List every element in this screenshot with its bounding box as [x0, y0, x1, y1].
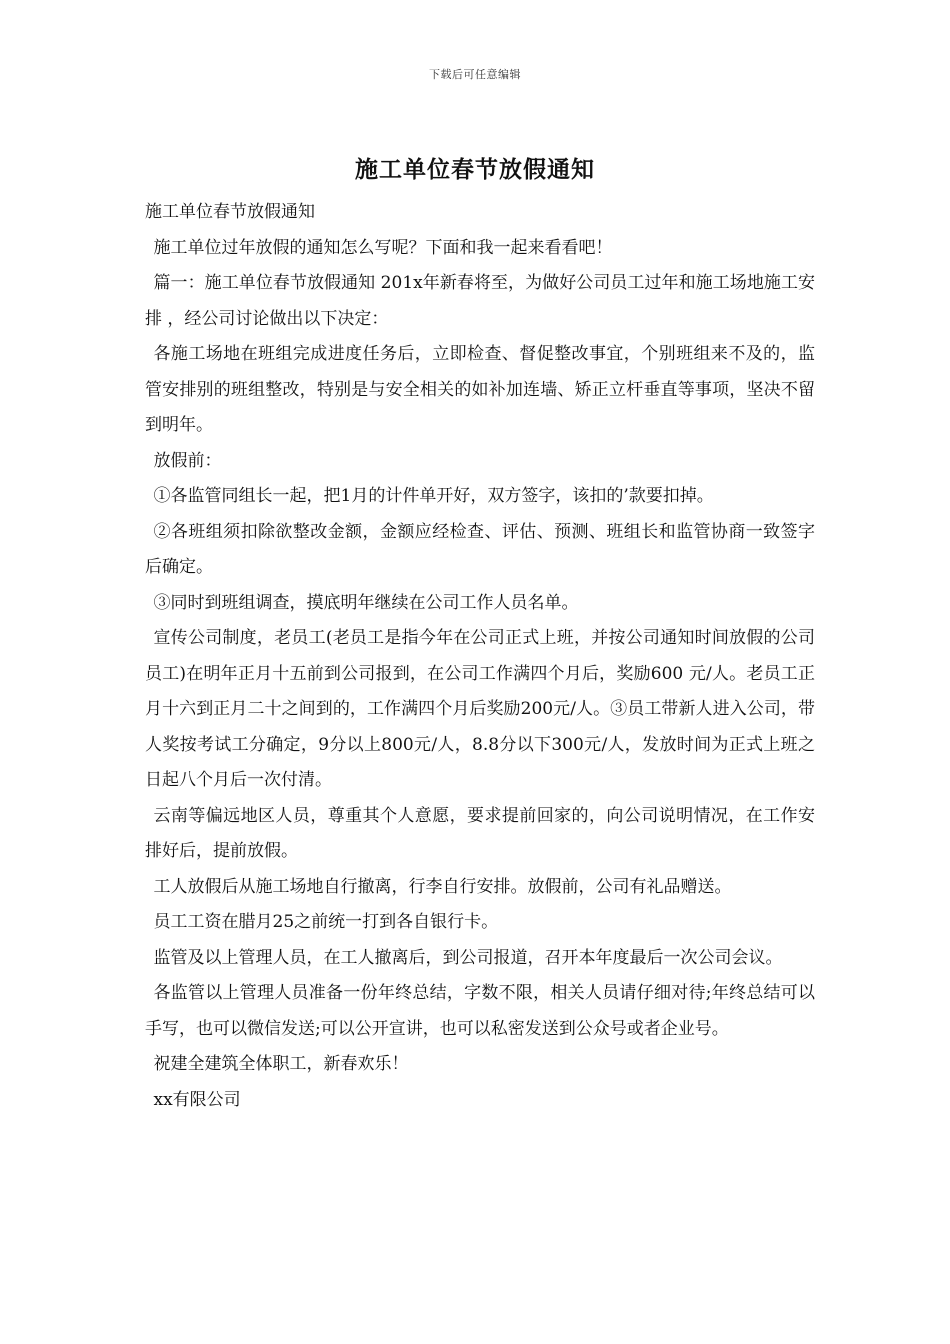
- document-title: 施工单位春节放假通知: [355, 156, 595, 183]
- paragraph-wages: 员工工资在腊月25之前统一打到各自银行卡。: [153, 912, 499, 932]
- paragraph-signature: xx有限公司: [153, 1089, 241, 1110]
- paragraph-item-1: ①各监管同组长一起，把1月的计件单开好，双方签字，该扣的’款要扣掉。: [153, 486, 714, 506]
- document-body: [145, 195, 815, 1118]
- paragraph-greeting: 祝建全建筑全体职工，新春欢乐！: [153, 1054, 409, 1074]
- paragraph-remote-staff: 云南等偏远地区人员，尊重其个人意愿，要求提前回家的，向公司说明情况，在工作安排好后，提前放假。: [145, 805, 815, 861]
- paragraph-year-summary: 各监管以上管理人员准备一份年终总结，字数不限，相关人员请仔细对待;年终总结可以手写，也可以微信发送;可以公开宣讲，也可以私密发送到公众号或者企业号。: [145, 983, 815, 1039]
- paragraph-company-policy: 宣传公司制度，老员工(老员工是指今年在公司正式上班，并按公司通知时间放假的公司员工)在明年正月十五前到公司报到，在公司工作满四个月后，奖励600 元/人。老员工正月十六到正月二十之间到的，工作满四个月后奖励200元/人。③员工带新人进入公司，带人奖按考试工分确定，9分以上800元/人，8.8分以下300元/人，发放时间为正式上班之日起八个月后一次付清。: [145, 628, 815, 790]
- paragraph-item-3: ③同时到班组调查，摸底明年继续在公司工作人员名单。: [153, 592, 579, 613]
- paragraph-item-2: ②各班组须扣除欲整改金额，金额应经检查、评估、预测、班组长和监管协商一致签字后确定。: [145, 521, 815, 577]
- paragraph-meeting: 监管及以上管理人员，在工人撤离后，到公司报道，召开本年度最后一次公司会议。: [153, 947, 783, 968]
- paragraph-before-holiday: 放假前：: [153, 450, 222, 471]
- paragraph-article-one: 篇一：施工单位春节放假通知 201x年新春将至，为做好公司员工过年和施工场地施工安排 ，经公司讨论做出以下决定：: [145, 273, 815, 329]
- header-note: 下载后可任意编辑: [429, 68, 521, 81]
- paragraph-intro: 施工单位过年放假的通知怎么写呢？下面和我一起来看看吧！: [153, 237, 613, 258]
- paragraph-subtitle: 施工单位春节放假通知: [145, 202, 315, 222]
- paragraph-worker-departure: 工人放假后从施工场地自行撤离，行李自行安排。放假前，公司有礼品赠送。: [153, 876, 732, 897]
- paragraph-rectification: 各施工场地在班组完成进度任务后，立即检查、督促整改事宜，个别班组来不及的，监管安排别的班组整改，特别是与安全相关的如补加连墙、矫正立杆垂直等事项，坚决不留到明年。: [145, 344, 815, 435]
